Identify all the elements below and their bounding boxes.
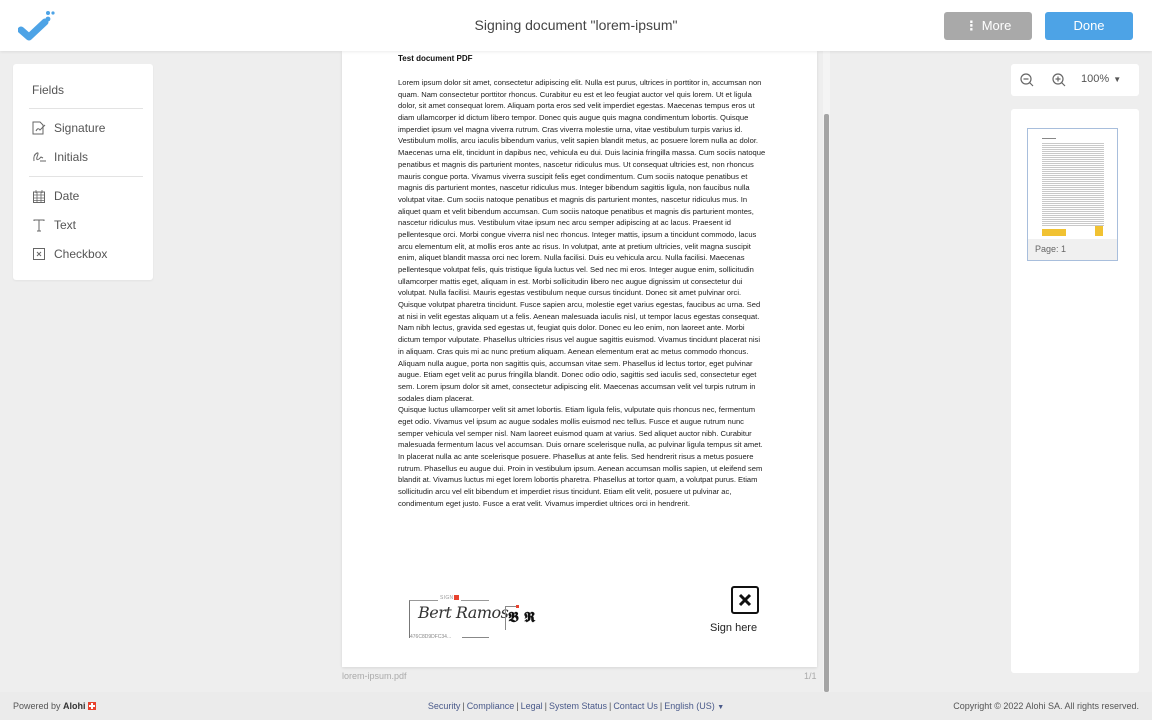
- footer-link-security[interactable]: Security: [427, 701, 461, 711]
- page-count: 1/1: [804, 671, 817, 681]
- footer-link-system-status[interactable]: System Status: [548, 701, 607, 711]
- document-scrollbar-thumb[interactable]: [824, 114, 829, 692]
- footer: [0, 692, 1152, 720]
- field-text[interactable]: [31, 215, 76, 235]
- page-thumbnail[interactable]: [1027, 128, 1118, 261]
- document-heading: Test document PDF: [398, 54, 473, 63]
- zoom-out-icon[interactable]: [1019, 72, 1035, 88]
- powered-by-prefix: Powered by: [13, 701, 61, 711]
- field-initials[interactable]: [31, 147, 88, 167]
- field-signature[interactable]: [31, 118, 105, 138]
- caret-down-icon: ▼: [717, 704, 725, 711]
- field-checkbox[interactable]: [31, 244, 107, 264]
- copyright: Copyright © 2022 Alohi SA. All rights reserved.: [953, 701, 1139, 711]
- field-date-label: Date: [54, 189, 80, 203]
- zoom-level-dropdown[interactable]: [1081, 73, 1121, 85]
- thumbnail-preview: [1028, 129, 1117, 239]
- sign-here-label: Sign here: [710, 622, 758, 634]
- checkbox-icon: [31, 246, 47, 262]
- thumbnail-checkbox-highlight: [1095, 226, 1103, 236]
- more-button[interactable]: [944, 12, 1032, 40]
- document-paragraph: Lorem ipsum dolor sit amet, consectetur adipiscing elit. Nulla est purus, ultrices in porttitor in, accumsan non quam. Nam consectetur porttitor rhoncus. Curabitur eu est et leo feugiat auctor vel quis lorem. Ut et ligula dolor, sit amet consequat lorem. Aliquam porta eros sed velit imperdiet egestas. Maecenas tempus eros ut diam ullamcorper id dictum libero tempor. Donec quis augue quis magna condimentum lobortis. Quisque imperdiet ipsum vel magna viverra rutrum. Cras viverra molestie urna, vitae vestibulum turpis varius id. Vestibulum mollis, arcu iaculis bibendum varius, velit sapien blandit metus, ac posuere lorem nulla ac dolor. Maecenas urna elit, tincidunt in dapibus nec, vehicula eu dui. Duis lacinia fringilla massa. Cum sociis natoque penatibus et magnis dis parturient montes, nascetur ridiculus mus. Ut consequat ultricies est, non rhoncus mauris congue porta. Vivamus viverra suscipit felis eget condimentum. Cum sociis natoque penatibus et magnis dis parturient montes, nascetur ridiculus mus. Integer bibendum sagittis ligula, non faucibus nulla volutpat vitae. Cum sociis natoque penatibus et magnis dis parturient montes, nascetur ridiculus mus. In aliquet quam et velit bibendum accumsan. Cum sociis natoque penatibus et magnis dis parturient montes, nascetur ridiculus mus. Vestibulum vitae ipsum nec arcu semper adipiscing at ac lacus. Praesent id pellentesque orci. Morbi congue viverra nisl nec rhoncus. Integer mattis, ipsum a tincidunt commodo, lacus arcu elementum elit, at mollis eros ante ac risus. In volutpat, ante at pretium ultricies, velit magna suscipit enim, aliquet blandit massa orci nec lorem. Nulla facilisi. Duis eu vehicula arcu. Nulla facilisi. Maecenas pellentesque volutpat felis, quis tristique ligula luctus vel. Sed nec mi eros. Integer augue enim, sollicitudin ullamcorper mattis eget, aliquam in est. Morbi sollicitudin libero nec augue dignissim ut consectetur dui volutpat. Nulla facilisi. Mauris egestas vestibulum neque cursus tincidunt. Donec sit amet pulvinar orci.: [398, 78, 766, 298]
- fields-panel: [13, 64, 153, 280]
- checkbox-x-icon[interactable]: [731, 586, 759, 614]
- field-text-label: Text: [54, 218, 77, 232]
- divider: [29, 108, 143, 109]
- field-signature-label: Signature: [54, 121, 106, 135]
- field-initials-label: Initials: [54, 150, 89, 164]
- field-checkbox-label: Checkbox: [54, 247, 108, 261]
- divider: [29, 176, 143, 177]
- footer-link-compliance[interactable]: Compliance: [466, 701, 515, 711]
- document-paragraph: Quisque volutpat pharetra tincidunt. Fusce sapien arcu, molestie eget varius egestas, faucibus ac urna. Sed at nisi in velit egestas aliquam ut a felis. Aenean malesuada iaculis nisl, ut tempor lacus egestas consequat. Nam nibh lectus, gravida sed egestas ut, feugiat quis dolor. Donec eu leo enim, non laoreet ante. Morbi dictum tempor vulputate. Phasellus ultricies risus vel augue sagittis euismod. Vivamus tincidunt placerat nisi in aliquam. Cras quis mi ac nunc pretium aliquam. Aenean elementum erat ac metus commodo rhoncus. Aliquam nulla augue, porta non sagittis quis, accumsan vitae sem. Phasellus id lectus tortor, eget pulvinar augue. Etiam eget velit ac purus fringilla blandit. Donec odio odio, sagittis sed iaculis sed, consectetur eget sem. Lorem ipsum dolor sit amet, consectetur adipiscing elit. Maecenas accumsan velit vel turpis rutrum in sodales diam placerat.: [398, 300, 761, 403]
- page-title: Signing document "lorem-ipsum": [474, 17, 678, 33]
- done-button[interactable]: Done: [1045, 12, 1133, 40]
- top-bar: [0, 0, 1152, 51]
- initials-icon: [31, 149, 47, 165]
- footer-links: Security | Compliance | Legal | System Status | Contact Us | English (US) ▼: [427, 701, 725, 711]
- signature-script: Bert Ramos: [418, 603, 509, 622]
- more-button-label: More: [981, 18, 1012, 33]
- field-date[interactable]: [31, 186, 79, 206]
- thumbnail-signature-highlight: [1042, 229, 1066, 236]
- caret-down-icon: ▼: [1113, 75, 1122, 84]
- signature-icon: [31, 120, 47, 136]
- thumbnail-heading: [1042, 138, 1056, 139]
- signature-stamp-label: SIGN: [438, 595, 461, 601]
- calendar-icon: [31, 188, 47, 204]
- footer-link-legal[interactable]: Legal: [520, 701, 543, 711]
- document-paragraph: Quisque luctus ullamcorper velit sit amet lobortis. Etiam ligula felis, vulputate quis rhoncus nec, fermentum eget odio. Vivamus vel ipsum ac augue sodales mollis euismod nec tellus. Fusce et augue rutrum nunc semper vehicula vel semper nisl. Nam laoreet euismod quam at varius. Sed aliquet auctor nibh. Curabitur malesuada fermentum lacus vel accumsan. Duis ornare scelerisque nulla, ac pulvinar ligula tempus sit amet. In placerat nulla ac ante scelerisque posuere. Phasellus at ante felis. Sed hendrerit risus a metus posuere rutrum. Phasellus eu augue dui. Proin in vestibulum ipsum. Aenean accumsan mollis sapien, ut eleifend sem blandit at. Vivamus luctus mi eget lorem lobortis pharetra. Phasellus at tortor quam, a volutpat purus. Etiam sollicitudin arcu vel elit bibendum et imperdiet risus tincidunt. Etiam elit velit, posuere ut pulvinar ac, condimentum eget justo. Fusce a erat velit. Vivamus imperdiet ultrices orci in hendrerit.: [398, 405, 763, 508]
- powered-by-brand: Alohi: [63, 701, 86, 711]
- file-name: lorem-ipsum.pdf: [342, 671, 407, 681]
- text-icon: [31, 217, 47, 233]
- initials-text: 𝕭 𝕽: [508, 608, 536, 626]
- fields-panel-title: Fields: [32, 83, 65, 97]
- zoom-in-icon[interactable]: [1051, 72, 1067, 88]
- document-body: [398, 77, 768, 509]
- signature-hash-line: [462, 637, 489, 638]
- zoom-level-value: 100%: [1081, 73, 1110, 85]
- thumbnail-caption: Page: 1: [1028, 239, 1117, 260]
- swiss-flag-icon: [454, 595, 459, 600]
- footer-link-contact-us[interactable]: Contact Us: [613, 701, 658, 711]
- vertical-ellipsis-icon: ⋮: [964, 18, 978, 33]
- signature-hash: 476C8D9DFC34...: [410, 634, 452, 640]
- thumbnail-text: [1042, 143, 1104, 227]
- document-page[interactable]: [342, 51, 817, 667]
- language-label: English (US): [664, 701, 715, 711]
- language-selector[interactable]: [664, 701, 724, 711]
- zoom-controls: [1011, 64, 1139, 96]
